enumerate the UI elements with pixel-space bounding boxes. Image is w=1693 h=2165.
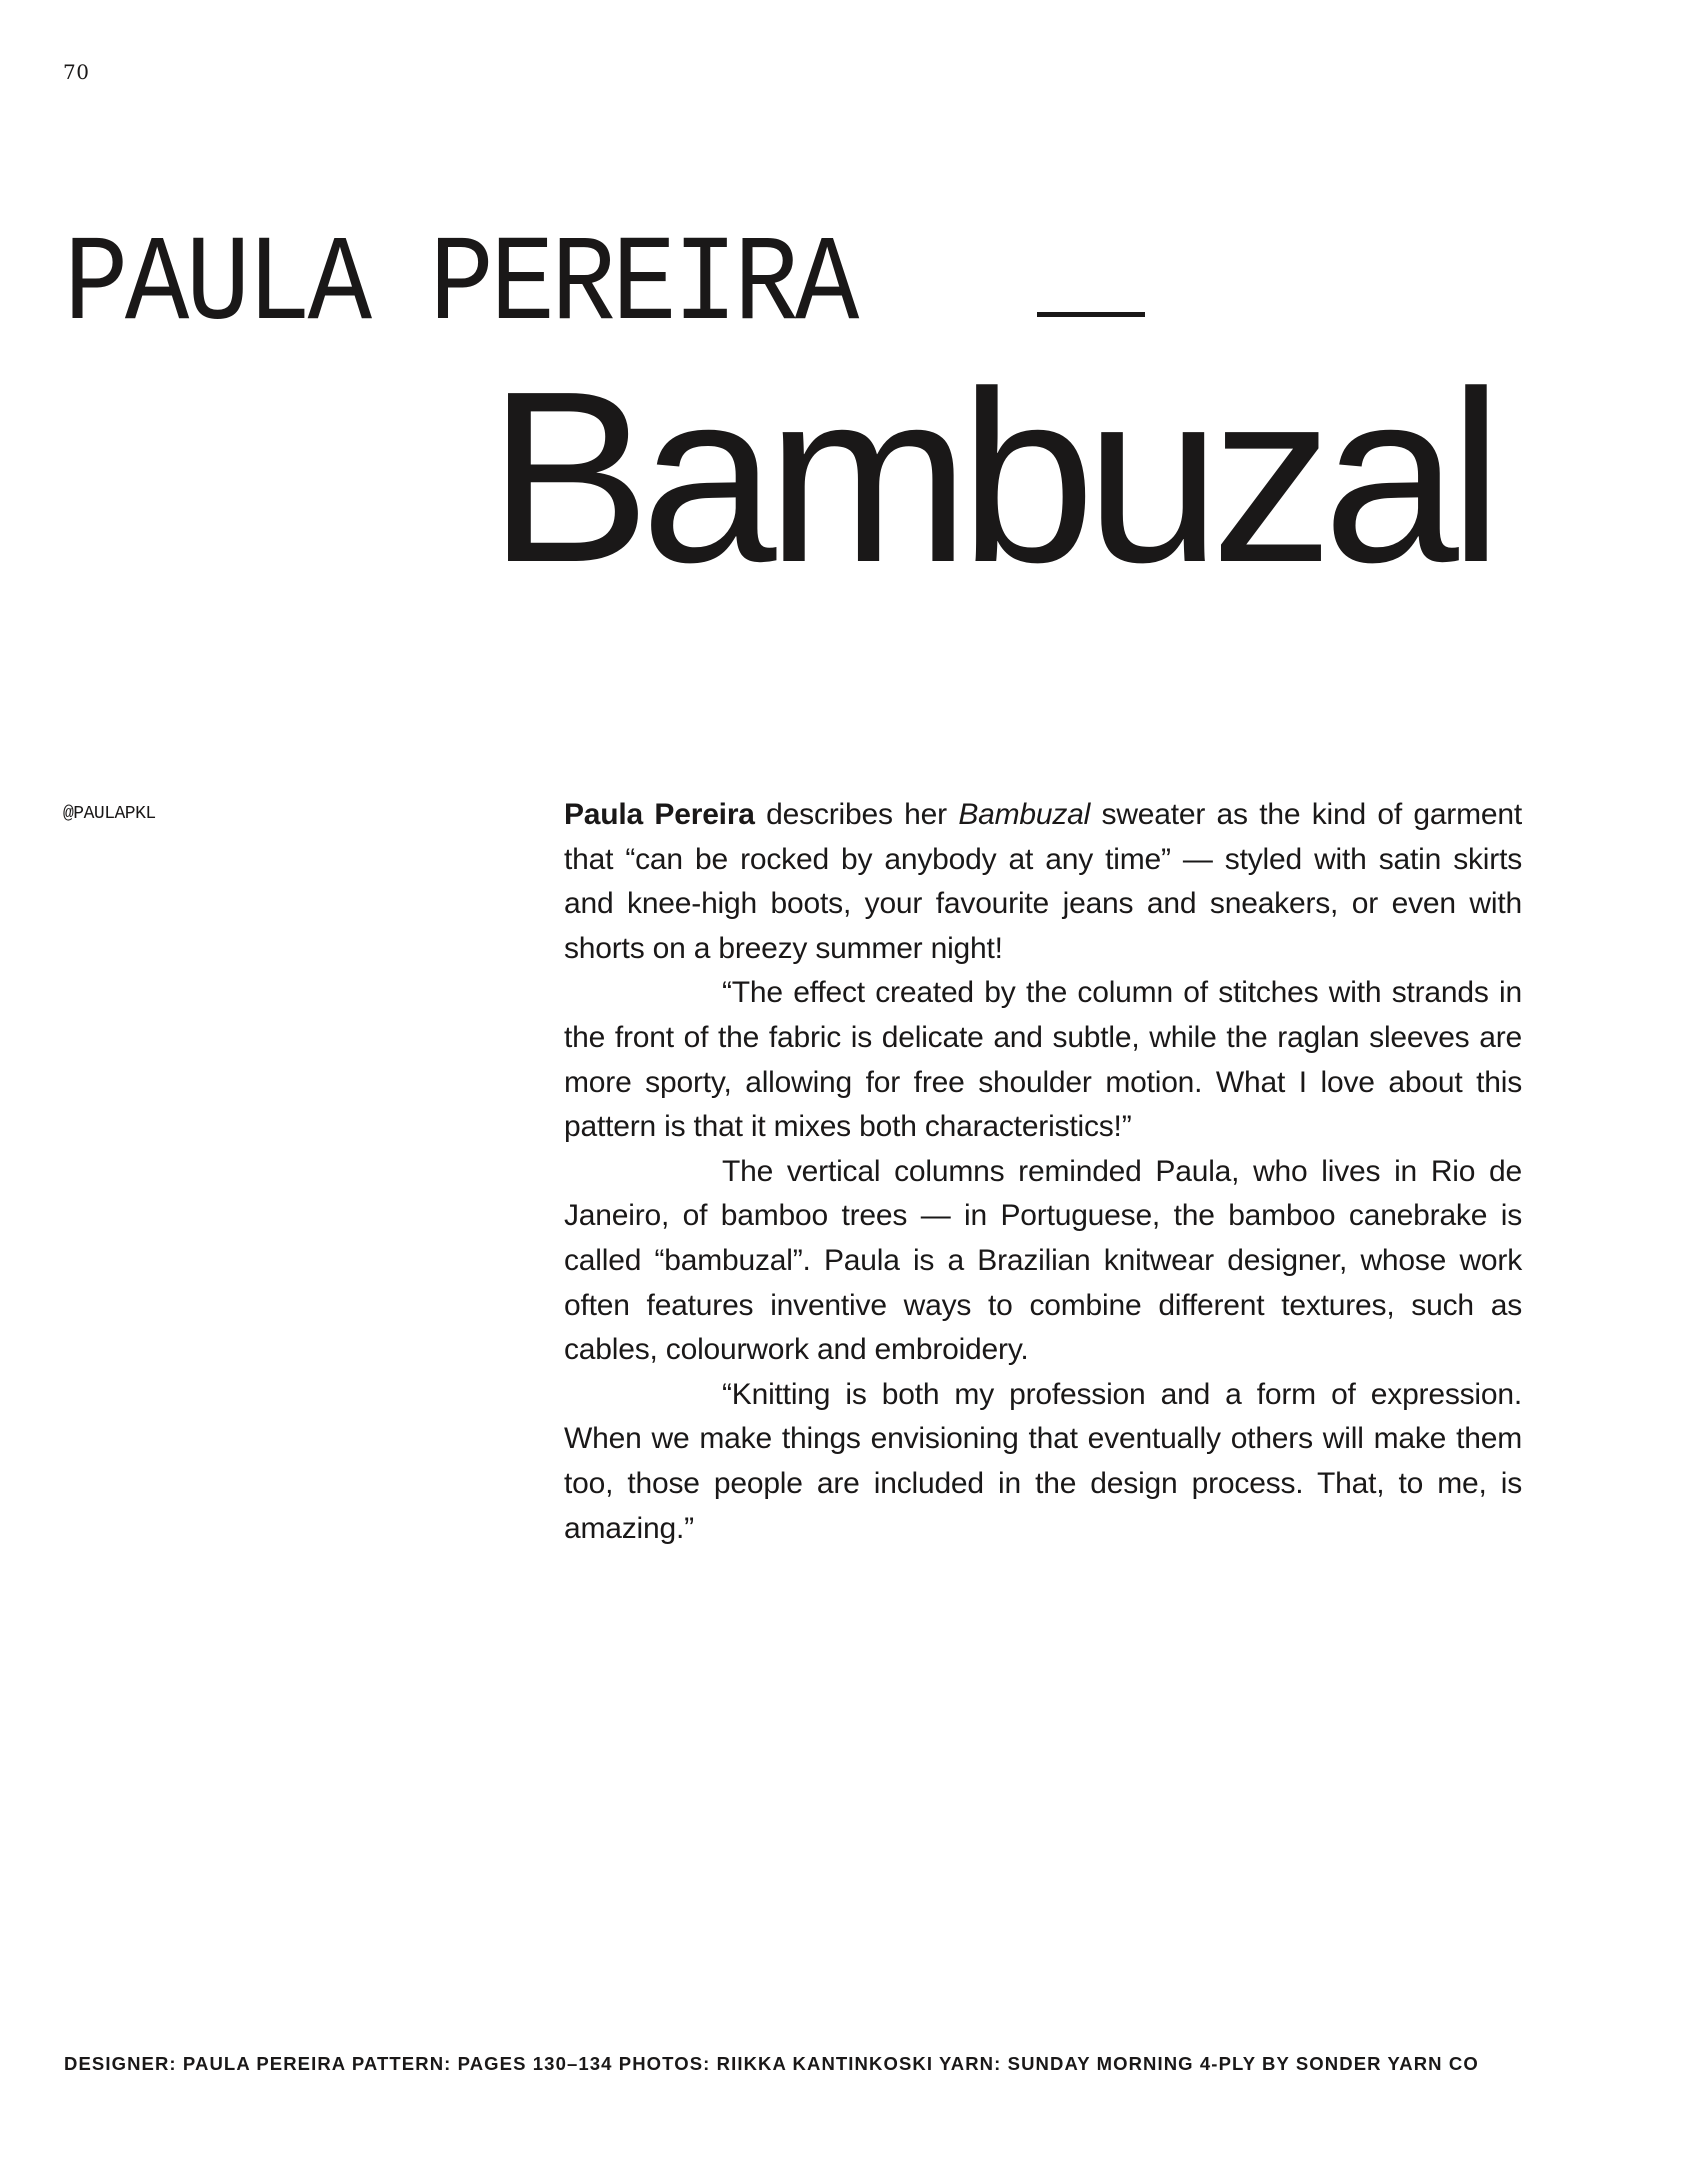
paragraph-text: describes her — [754, 798, 959, 831]
credit-pattern: PATTERN: PAGES 130–134 — [351, 2053, 613, 2074]
pattern-title: Bambuzal — [488, 340, 1494, 613]
page-number: 70 — [63, 60, 90, 84]
article-paragraph: “The effect created by the column of stitches with strands in the front of the fabric is delicate and subtle, while the raglan sleeves are more sporty, allowing for free shoulder motion. What I love about this pattern is that it mixes both characteristics!” — [564, 976, 1522, 1144]
article-paragraph: “Knitting is both my profession and a form of expression. When we make things envisioning that eventually others will make them too, those people are included in the design process. That, to me, is amazing.” — [564, 1377, 1522, 1545]
credit-photos: PHOTOS: RIIKKA KANTINKOSKI — [618, 2053, 934, 2074]
credit-designer: DESIGNER: PAULA PEREIRA — [64, 2053, 346, 2074]
pattern-name-italic: Bambuzal — [958, 798, 1091, 831]
credit-yarn: YARN: SUNDAY MORNING 4-PLY BY SONDER YARN CO — [939, 2053, 1479, 2074]
designer-social-handle: @PAULAPKL — [63, 804, 156, 824]
credits-line — [64, 2053, 1524, 2075]
article-body — [564, 793, 1522, 1551]
designer-name-heading: PAULA PEREIRA — [64, 216, 856, 355]
em-dash-divider — [1037, 312, 1145, 317]
article-paragraph — [564, 793, 1522, 971]
paragraph-text: sweater as the kind of garment that “can be rocked by anybody at any time” — styled with satin skirts and knee-high boots, your favourite jeans and sneakers, or even with shorts on a breezy summer night! — [564, 798, 1522, 965]
article-paragraph: The vertical columns reminded Paula, who lives in Rio de Janeiro, of bamboo trees — in Portuguese, the bamboo canebrake is called “bambuzal”. Paula is a Brazilian knitwear designer, whose work often features inventive ways to combine different textures, such as cables, colourwork and embroidery. — [564, 1154, 1522, 1367]
designer-name-lead: Paula Pereira — [564, 798, 755, 831]
